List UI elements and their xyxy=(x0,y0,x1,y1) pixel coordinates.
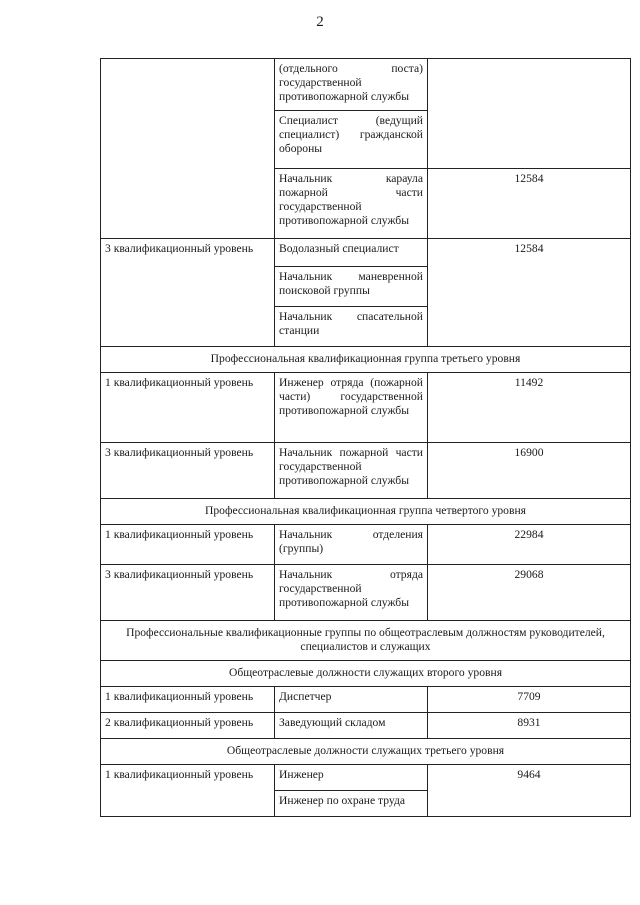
salary-cell: 12584 xyxy=(428,169,631,239)
position-cell: Начальник маневренной поисковой группы xyxy=(275,267,428,307)
salary-table-body xyxy=(101,59,631,817)
table-row xyxy=(101,687,631,713)
salary-cell: 22984 xyxy=(428,525,631,565)
position-cell: Начальник отделения (группы) xyxy=(275,525,428,565)
table-row xyxy=(101,239,631,267)
salary-cell: 7709 xyxy=(428,687,631,713)
salary-table xyxy=(100,58,631,817)
group-heading-row xyxy=(101,661,631,687)
position-cell: Инженер по охране труда xyxy=(275,791,428,817)
page-number: 2 xyxy=(316,14,324,30)
qualification-level-cell: 1 квалификационный уровень xyxy=(101,765,275,817)
group-heading: Профессиональная квалификационная группа четвертого уровня xyxy=(101,499,631,525)
group-heading: Общеотраслевые должности служащих второго уровня xyxy=(101,661,631,687)
group-heading: Общеотраслевые должности служащих третьего уровня xyxy=(101,739,631,765)
salary-cell: 12584 xyxy=(428,239,631,347)
position-cell: Инженер отряда (пожарной части) государственной противопожарной службы xyxy=(275,373,428,443)
group-heading: Профессиональные квалификационные группы по общеотраслевым должностям руководителей, специалистов и служащих xyxy=(101,621,631,661)
group-heading-row xyxy=(101,347,631,373)
table-row xyxy=(101,525,631,565)
table-row xyxy=(101,59,631,111)
group-heading-row xyxy=(101,499,631,525)
table-row xyxy=(101,565,631,621)
position-cell: Начальник пожарной части государственной противопожарной службы xyxy=(275,443,428,499)
qualification-level-cell: 1 квалификационный уровень xyxy=(101,373,275,443)
position-cell: Начальник отряда государственной противопожарной службы xyxy=(275,565,428,621)
position-cell: Специалист (ведущий специалист) гражданской обороны xyxy=(275,111,428,169)
position-cell: Начальник караула пожарной части государственной противопожарной службы xyxy=(275,169,428,239)
qualification-level-cell: 3 квалификационный уровень xyxy=(101,443,275,499)
salary-cell: 8931 xyxy=(428,713,631,739)
salary-cell: 9464 xyxy=(428,765,631,817)
qualification-level-cell: 2 квалификационный уровень xyxy=(101,713,275,739)
qualification-level-cell: 3 квалификационный уровень xyxy=(101,239,275,347)
position-cell: Диспетчер xyxy=(275,687,428,713)
position-cell: Начальник спасательной станции xyxy=(275,307,428,347)
table-row xyxy=(101,713,631,739)
table-row xyxy=(101,373,631,443)
salary-cell: 16900 xyxy=(428,443,631,499)
qualification-level-cell: 3 квалификационный уровень xyxy=(101,565,275,621)
position-cell: Инженер xyxy=(275,765,428,791)
qualification-level-cell: 1 квалификационный уровень xyxy=(101,525,275,565)
table-row xyxy=(101,765,631,791)
group-heading-row xyxy=(101,621,631,661)
group-heading-row xyxy=(101,739,631,765)
position-cell: Водолазный специалист xyxy=(275,239,428,267)
salary-cell xyxy=(428,59,631,169)
table-row xyxy=(101,443,631,499)
position-cell: (отдельного поста) государственной противопожарной службы xyxy=(275,59,428,111)
salary-cell: 29068 xyxy=(428,565,631,621)
qualification-level-cell xyxy=(101,59,275,239)
position-cell: Заведующий складом xyxy=(275,713,428,739)
qualification-level-cell: 1 квалификационный уровень xyxy=(101,687,275,713)
salary-cell: 11492 xyxy=(428,373,631,443)
group-heading: Профессиональная квалификационная группа третьего уровня xyxy=(101,347,631,373)
